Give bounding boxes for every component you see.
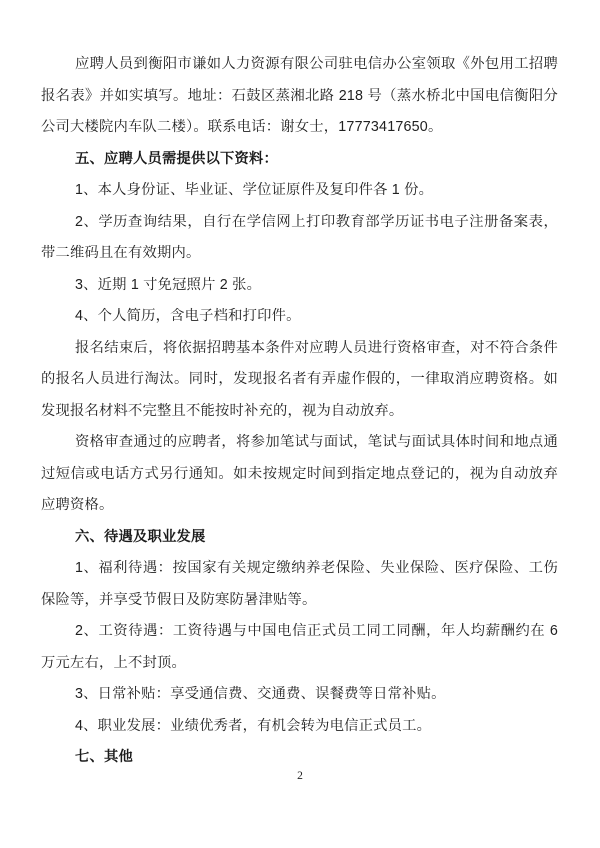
qualification-review-paragraph: 报名结束后，将依据招聘基本条件对应聘人员进行资格审查，对不符合条件的报名人员进行淘汰。同时，发现报名者有弄虚作假的，一律取消应聘资格。如发现报名材料不完整且不能按时补充的，视为自动放弃。 (41, 339, 558, 419)
page-number: 2 (297, 770, 303, 782)
material-item-4: 4、个人简历，含电子档和打印件。 (75, 308, 301, 324)
material-item-2: 2、学历查询结果，自行在学信网上打印教育部学历证书电子注册备案表，带二维码且在有效期内。 (41, 213, 558, 261)
benefit-item-2: 2、工资待遇：工资待遇与中国电信正式员工同工同酬，年人均薪酬约在 6 万元左右，上不封顶。 (41, 623, 558, 671)
benefit-item-3: 3、日常补贴：享受通信费、交通费、误餐费等日常补贴。 (75, 686, 446, 702)
section-six-heading: 六、待遇及职业发展 (75, 528, 206, 545)
benefit-item-4: 4、职业发展：业绩优秀者，有机会转为电信正式员工。 (75, 717, 432, 734)
material-item-1: 1、本人身份证、毕业证、学位证原件及复印件各 1 份。 (75, 182, 434, 198)
document-body (41, 49, 558, 774)
exam-notice-paragraph: 资格审查通过的应聘者，将参加笔试与面试，笔试与面试具体时间和地点通过短信或电话方式另行通知。如未按规定时间到指定地点登记的，视为自动放弃应聘资格。 (41, 434, 558, 513)
intro-registration-paragraph: 应聘人员到衡阳市谦如人力资源有限公司驻电信办公室领取《外包用工招聘报名表》并如实填写。地址：石鼓区蒸湘北路 218 号（蒸水桥北中国电信衡阳分公司大楼院内车队二楼）。联系电话：谢女士，17773417650。 (41, 56, 558, 135)
section-seven-heading: 七、其他 (75, 749, 133, 765)
material-item-3: 3、近期 1 寸免冠照片 2 张。 (75, 276, 262, 293)
benefit-item-1: 1、福利待遇：按国家有关规定缴纳养老保险、失业保险、医疗保险、工伤保险等，并享受节假日及防寒防暑津贴等。 (41, 560, 558, 608)
section-five-heading: 五、应聘人员需提供以下资料： (75, 150, 278, 167)
